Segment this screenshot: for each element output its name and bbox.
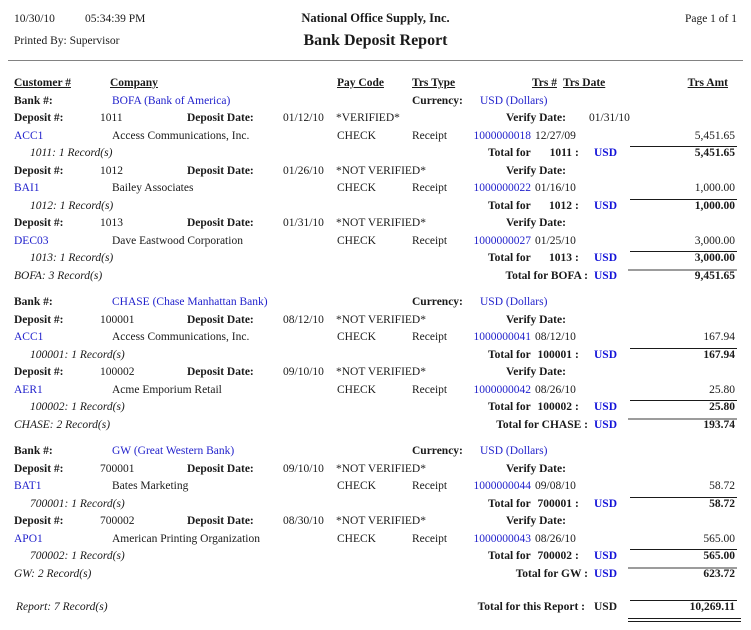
deposit-record-note: 700002: 1 Record(s) xyxy=(30,550,125,562)
bank-total-label: Total for BOFA : xyxy=(505,269,588,282)
deposit-total-row xyxy=(0,199,751,217)
trs-date: 08/12/10 xyxy=(535,331,576,343)
deposit-label: Deposit #: xyxy=(14,515,64,527)
bank-name-link[interactable]: BOFA (Bank of America) xyxy=(112,94,231,107)
trs-type: Receipt xyxy=(412,331,448,343)
trs-date: 08/26/10 xyxy=(535,532,576,545)
deposit-total-amount: 1,000.00 xyxy=(694,199,735,212)
total-for-label: Total for xyxy=(488,401,531,413)
deposit-row xyxy=(0,216,751,234)
bank-label: Bank #: xyxy=(14,445,53,457)
trs-amount: 3,000.00 xyxy=(694,234,735,247)
verify-date-label: Verify Date: xyxy=(506,217,566,229)
verify-status: *NOT VERIFIED* xyxy=(336,515,426,527)
total-for-label: Total for xyxy=(488,497,531,510)
deposit-label: Deposit #: xyxy=(14,112,64,124)
report-record-note: Report: 7 Record(s) xyxy=(16,601,108,613)
trs-date: 09/08/10 xyxy=(535,480,576,492)
bank-record-note: CHASE: 2 Record(s) xyxy=(14,418,111,431)
currency-value[interactable]: USD (Dollars) xyxy=(480,445,548,457)
total-deposit-number: 700001 xyxy=(537,497,572,510)
deposit-number: 100002 xyxy=(100,366,135,378)
total-deposit-number: 1013 xyxy=(549,252,572,264)
deposit-label: Deposit #: xyxy=(14,366,64,378)
deposit-total-row xyxy=(0,251,751,269)
printed-by: Printed By: Supervisor xyxy=(14,35,120,47)
deposit-total-row xyxy=(0,549,751,567)
bank-total-currency-link[interactable]: USD xyxy=(594,269,618,282)
total-deposit-number: 100002 xyxy=(537,401,572,413)
verify-date-label: Verify Date: xyxy=(506,462,566,475)
transaction-row xyxy=(0,383,751,401)
deposit-record-note: 1013: 1 Record(s) xyxy=(30,252,114,264)
trs-date: 08/26/10 xyxy=(535,383,576,396)
pay-code: CHECK xyxy=(337,129,376,142)
report-title: Bank Deposit Report xyxy=(303,32,448,49)
deposit-total-row xyxy=(0,348,751,366)
col-trs-type: Trs Type xyxy=(412,77,456,89)
trs-type: Receipt xyxy=(412,480,448,492)
col-company: Company xyxy=(110,77,158,89)
deposit-total-row xyxy=(0,146,751,164)
total-currency-link[interactable]: USD xyxy=(594,147,618,159)
verify-status: *NOT VERIFIED* xyxy=(336,366,426,378)
deposit-row xyxy=(0,462,751,480)
deposit-record-note: 1011: 1 Record(s) xyxy=(30,147,113,159)
total-deposit-number: 700002 xyxy=(537,550,572,562)
col-trs-num: Trs # xyxy=(531,77,557,89)
deposit-row xyxy=(0,365,751,383)
bank-total-row xyxy=(0,418,751,436)
total-currency-link[interactable]: USD xyxy=(594,550,618,562)
footer-spacer xyxy=(0,584,751,600)
deposit-total-amount: 5,451.65 xyxy=(694,147,735,159)
deposit-date: 01/31/10 xyxy=(283,217,324,229)
bank-row xyxy=(0,444,751,462)
deposit-number: 100001 xyxy=(100,313,135,326)
deposit-date: 01/26/10 xyxy=(283,164,324,177)
transaction-row xyxy=(0,234,751,252)
deposit-date: 09/10/10 xyxy=(283,462,324,475)
bank-total-amount: 193.74 xyxy=(703,418,735,431)
bank-name-link[interactable]: CHASE (Chase Manhattan Bank) xyxy=(112,296,268,308)
deposit-total-amount: 565.00 xyxy=(703,550,735,562)
verify-date-label: Verify Date: xyxy=(506,164,566,177)
total-currency-link[interactable]: USD xyxy=(594,497,618,510)
trs-type: Receipt xyxy=(412,129,448,142)
trs-number-link[interactable]: 1000000043 xyxy=(473,532,531,545)
deposit-label: Deposit #: xyxy=(14,164,64,177)
total-colon: : xyxy=(575,550,579,562)
deposit-date: 09/10/10 xyxy=(283,366,324,378)
trs-type: Receipt xyxy=(412,383,448,396)
bank-total-amount: 623.72 xyxy=(703,567,735,580)
bank-total-amount: 9,451.65 xyxy=(694,269,735,282)
deposit-label: Deposit #: xyxy=(14,462,64,475)
currency-label: Currency: xyxy=(412,94,463,107)
page-number: Page 1 of 1 xyxy=(684,13,737,25)
currency-label: Currency: xyxy=(412,296,463,308)
trs-amount: 5,451.65 xyxy=(694,129,735,142)
deposit-total-amount: 58.72 xyxy=(709,497,735,510)
bank-total-currency-link[interactable]: USD xyxy=(594,567,618,580)
trs-date: 12/27/09 xyxy=(535,129,576,142)
pay-code: CHECK xyxy=(337,234,376,247)
deposit-number: 1011 xyxy=(100,112,123,124)
total-currency-link[interactable]: USD xyxy=(594,252,618,264)
trs-date: 01/25/10 xyxy=(535,234,576,247)
deposit-date-label: Deposit Date: xyxy=(187,313,254,326)
deposit-record-note: 1012: 1 Record(s) xyxy=(30,199,114,212)
bank-record-note: GW: 2 Record(s) xyxy=(14,567,92,580)
print-time: 05:34:39 PM xyxy=(85,13,146,25)
deposit-label: Deposit #: xyxy=(14,217,64,229)
deposit-total-amount: 25.80 xyxy=(709,401,735,413)
deposit-total-amount: 167.94 xyxy=(703,348,735,361)
trs-type: Receipt xyxy=(412,532,448,545)
deposit-row xyxy=(0,164,751,182)
report-total-currency: USD xyxy=(594,601,618,613)
col-trs-date: Trs Date xyxy=(563,77,606,89)
currency-label: Currency: xyxy=(412,445,463,457)
verify-date: 01/31/10 xyxy=(589,112,630,124)
customer-code-link[interactable]: ACC1 xyxy=(14,129,44,142)
bank-total-row xyxy=(0,567,751,585)
trs-amount: 565.00 xyxy=(703,532,735,545)
verify-date-label: Verify Date: xyxy=(506,112,566,124)
report-total-rule-bottom xyxy=(628,618,741,622)
total-currency-link[interactable]: USD xyxy=(594,401,618,413)
trs-type: Receipt xyxy=(412,182,448,194)
total-colon: : xyxy=(575,147,579,159)
col-customer: Customer # xyxy=(14,77,71,89)
total-currency-link[interactable]: USD xyxy=(594,348,618,361)
deposit-row xyxy=(0,111,751,129)
bank-label: Bank #: xyxy=(14,94,53,107)
deposit-date: 08/30/10 xyxy=(283,515,324,527)
verify-status: *NOT VERIFIED* xyxy=(336,313,426,326)
trs-number-link[interactable]: 1000000044 xyxy=(473,480,531,492)
deposit-record-note: 700001: 1 Record(s) xyxy=(30,497,125,510)
total-for-label: Total for xyxy=(488,348,531,361)
trs-number-link[interactable]: 1000000027 xyxy=(473,234,531,247)
deposit-record-note: 100001: 1 Record(s) xyxy=(30,348,125,361)
currency-value[interactable]: USD (Dollars) xyxy=(480,94,548,107)
transaction-row xyxy=(0,330,751,348)
verify-status: *NOT VERIFIED* xyxy=(336,217,426,229)
total-deposit-number: 1011 xyxy=(549,147,572,159)
deposit-date-label: Deposit Date: xyxy=(187,112,254,124)
verify-date-label: Verify Date: xyxy=(506,313,566,326)
trs-number-link[interactable]: 1000000018 xyxy=(473,129,531,142)
customer-company: Access Communications, Inc. xyxy=(112,129,250,142)
pay-code: CHECK xyxy=(337,532,376,545)
customer-company: American Printing Organization xyxy=(112,532,260,545)
deposit-date-label: Deposit Date: xyxy=(187,462,254,475)
customer-code-link[interactable]: BAI1 xyxy=(14,182,40,194)
report-total-row xyxy=(0,600,751,626)
deposit-total-amount: 3,000.00 xyxy=(694,252,735,264)
total-colon: : xyxy=(575,497,579,510)
total-colon: : xyxy=(575,401,579,413)
deposit-number: 1013 xyxy=(100,217,123,229)
trs-type: Receipt xyxy=(412,234,448,247)
customer-code-link[interactable]: AER1 xyxy=(14,383,43,396)
deposit-date-label: Deposit Date: xyxy=(187,515,254,527)
total-for-label: Total for xyxy=(488,550,531,562)
transaction-row xyxy=(0,129,751,147)
deposit-number: 700001 xyxy=(100,462,135,475)
total-deposit-number: 100001 xyxy=(537,348,572,361)
total-colon: : xyxy=(575,252,579,264)
trs-amount: 1,000.00 xyxy=(694,182,735,194)
pay-code: CHECK xyxy=(337,383,376,396)
trs-number-link[interactable]: 1000000042 xyxy=(473,383,531,396)
total-deposit-number: 1012 xyxy=(549,199,572,212)
col-trs-amt: Trs Amt xyxy=(687,77,728,89)
total-for-label: Total for xyxy=(488,147,531,159)
deposit-label: Deposit #: xyxy=(14,313,64,326)
customer-code-link[interactable]: DEC03 xyxy=(14,234,49,247)
deposit-date: 08/12/10 xyxy=(283,313,324,326)
deposit-total-row xyxy=(0,400,751,418)
bank-total-label: Total for GW : xyxy=(515,567,588,580)
bank-record-note: BOFA: 3 Record(s) xyxy=(14,269,103,282)
customer-code-link[interactable]: BAT1 xyxy=(14,480,42,492)
report-total-amount: 10,269.11 xyxy=(689,601,735,613)
deposit-date: 01/12/10 xyxy=(283,112,324,124)
customer-code-link[interactable]: APO1 xyxy=(14,532,43,545)
trs-date: 01/16/10 xyxy=(535,182,576,194)
bank-label: Bank #: xyxy=(14,296,53,308)
trs-number-link[interactable]: 1000000041 xyxy=(473,331,531,343)
deposit-row xyxy=(0,313,751,331)
trs-amount: 58.72 xyxy=(709,480,735,492)
total-colon: : xyxy=(575,199,579,212)
deposit-date-label: Deposit Date: xyxy=(187,217,254,229)
transaction-row xyxy=(0,181,751,199)
header-divider xyxy=(8,60,743,61)
pay-code: CHECK xyxy=(337,480,376,492)
bank-row xyxy=(0,295,751,313)
bank-total-label: Total for CHASE : xyxy=(496,418,588,431)
transaction-row xyxy=(0,479,751,497)
report-total-label: Total for this Report : xyxy=(477,601,585,613)
deposit-total-row xyxy=(0,497,751,515)
verify-status: *NOT VERIFIED* xyxy=(336,462,426,475)
company-name: National Office Supply, Inc. xyxy=(301,11,450,25)
deposit-record-note: 100002: 1 Record(s) xyxy=(30,401,125,413)
deposit-number: 700002 xyxy=(100,515,135,527)
currency-value[interactable]: USD (Dollars) xyxy=(480,296,548,308)
bank-total-currency-link[interactable]: USD xyxy=(594,418,618,431)
trs-amount: 167.94 xyxy=(703,331,735,343)
section-spacer xyxy=(0,286,751,295)
pay-code: CHECK xyxy=(337,182,376,194)
deposit-number: 1012 xyxy=(100,164,123,177)
customer-code-link[interactable]: ACC1 xyxy=(14,331,44,343)
total-for-label: Total for xyxy=(488,199,531,212)
bank-name-link[interactable]: GW (Great Western Bank) xyxy=(112,445,235,457)
customer-company: Access Communications, Inc. xyxy=(112,331,250,343)
deposit-date-label: Deposit Date: xyxy=(187,164,254,177)
verify-status: *NOT VERIFIED* xyxy=(336,164,426,177)
column-header-row xyxy=(0,76,751,94)
verify-date-label: Verify Date: xyxy=(506,366,566,378)
bank-row xyxy=(0,94,751,112)
verify-status: *VERIFIED* xyxy=(336,112,400,124)
deposit-date-label: Deposit Date: xyxy=(187,366,254,378)
customer-company: Acme Emporium Retail xyxy=(112,383,222,396)
col-pay-code: Pay Code xyxy=(337,77,384,89)
print-date: 10/30/10 xyxy=(14,13,55,25)
customer-company: Bates Marketing xyxy=(112,480,189,492)
trs-amount: 25.80 xyxy=(709,383,735,396)
report-body xyxy=(0,76,751,626)
total-colon: : xyxy=(575,348,579,361)
pay-code: CHECK xyxy=(337,331,376,343)
deposit-row xyxy=(0,514,751,532)
customer-company: Bailey Associates xyxy=(112,182,194,194)
section-spacer xyxy=(0,435,751,444)
bank-total-row xyxy=(0,269,751,287)
total-currency-link[interactable]: USD xyxy=(594,199,618,212)
verify-date-label: Verify Date: xyxy=(506,515,566,527)
trs-number-link[interactable]: 1000000022 xyxy=(473,182,531,194)
transaction-row xyxy=(0,532,751,550)
total-for-label: Total for xyxy=(488,252,531,264)
customer-company: Dave Eastwood Corporation xyxy=(112,234,243,247)
